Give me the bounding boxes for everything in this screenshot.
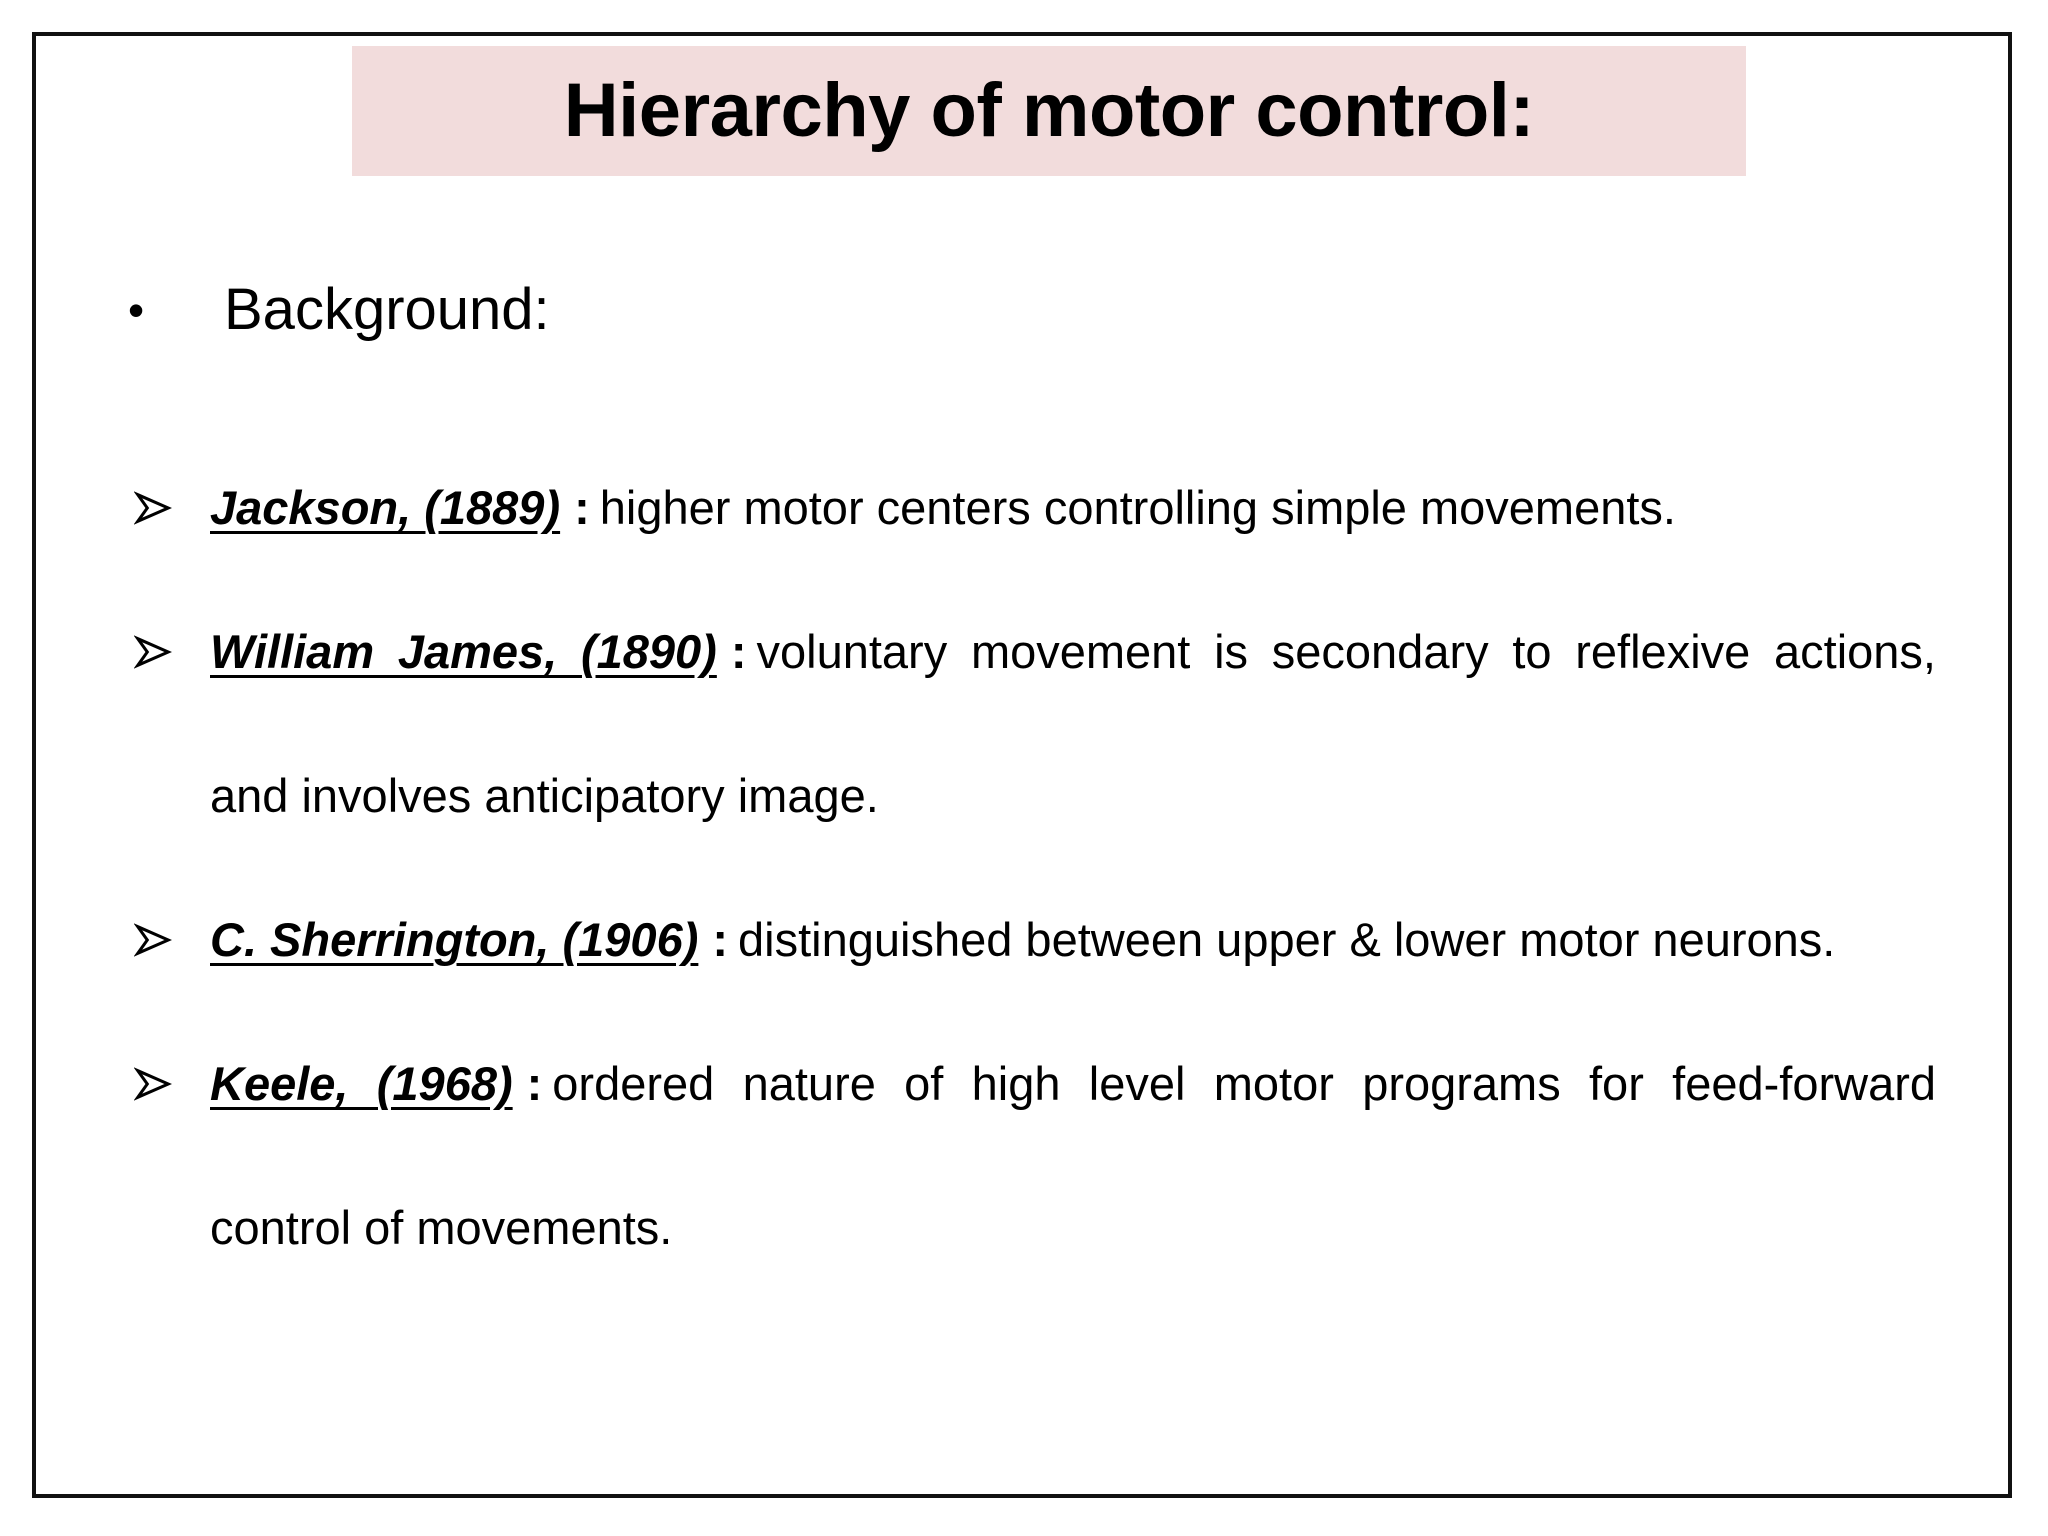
entry-text: voluntary movement is secondary to reflexive actions, and involves anticipatory image. <box>210 625 1936 822</box>
history-entry-keele <box>134 1012 1936 1300</box>
arrow-bullet-icon <box>134 436 182 580</box>
arrow-bullet-icon <box>134 580 182 724</box>
history-list <box>134 436 1936 1300</box>
arrow-bullet-icon <box>134 1012 182 1156</box>
author-name: Jackson, (1889) <box>210 481 561 534</box>
bullet-dot-icon: • <box>128 284 145 336</box>
history-entry-sherrington <box>134 868 1936 1012</box>
author-separator: : <box>526 1057 543 1110</box>
history-entry-william-james <box>134 580 1936 868</box>
arrow-bullet-icon <box>134 868 182 1012</box>
background-heading <box>128 270 550 350</box>
author-name: William James, (1890) <box>210 625 717 678</box>
author-separator: : <box>712 913 729 966</box>
history-entry-jackson <box>134 436 1936 580</box>
entry-text: ordered nature of high level motor programs for feed-forward control of movements. <box>210 1057 1936 1254</box>
title-band <box>352 46 1746 176</box>
author-separator: : <box>730 625 747 678</box>
slide-title: Hierarchy of motor control: <box>563 68 1535 153</box>
author-separator: : <box>574 481 590 534</box>
entry-text: distinguished between upper & lower motor neurons. <box>738 913 1836 966</box>
author-name: C. Sherrington, (1906) <box>210 913 699 966</box>
entry-text: higher motor centers controlling simple movements. <box>599 481 1676 534</box>
background-label: Background: <box>224 277 550 342</box>
author-name: Keele, (1968) <box>210 1057 513 1110</box>
